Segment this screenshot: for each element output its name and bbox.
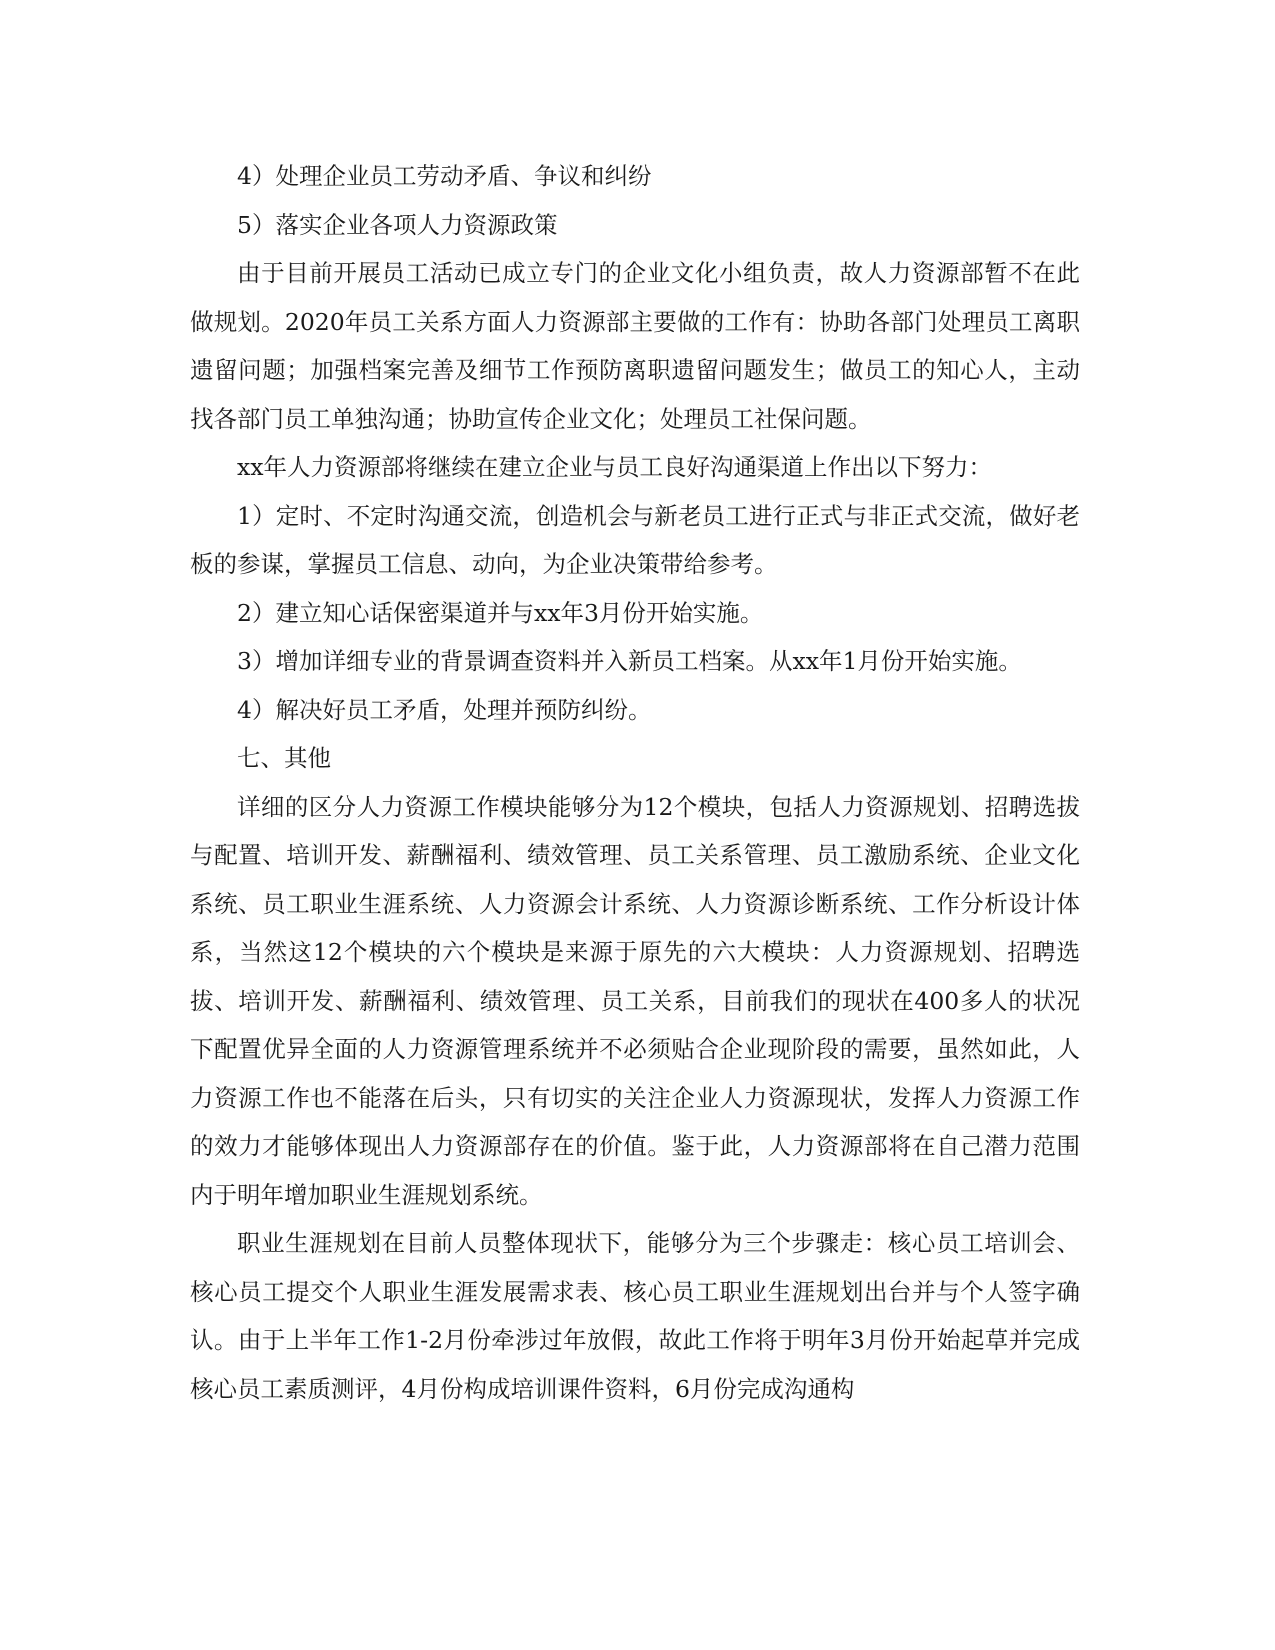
effort-item-1: 1）定时、不定时沟通交流，创造机会与新老员工进行正式与非正式交流，做好老板的参谋，掌握员工信息、动向，为企业决策带给参考。	[190, 501, 1080, 578]
paragraph-hr-modules: 详细的区分人力资源工作模块能够分为12个模块，包括人力资源规划、招聘选拔与配置、培训开发、薪酬福利、绩效管理、员工关系管理、员工激励系统、企业文化系统、员工职业生涯系统、人力资源会计系统、人力资源诊断系统、工作分析设计体系，当然这12个模块的六个模块是来源于原先的六大模块：人力资源规划、招聘选拔、培训开发、薪酬福利、绩效管理、员工关系，目前我们的现状在400多人的状况下配置优异全面的人力资源管理系统并不必须贴合企业现阶段的需要，虽然如此，人力资源工作也不能落在后头，只有切实的关注企业人力资源现状，发挥人力资源工作的效力才能够体现出人力资源部存在的价值。鉴于此，人力资源部将在自己潜力范围内于明年增加职业生涯规划系统。	[190, 792, 1080, 1209]
paragraph-career-planning: 职业生涯规划在目前人员整体现状下，能够分为三个步骤走：核心员工培训会、核心员工提交个人职业生涯发展需求表、核心员工职业生涯规划出台并与个人签字确认。由于上半年工作1-2月份牵涉过年放假，故此工作将于明年3月份开始起草并完成核心员工素质测评，4月份构成培训课件资料，6月份完成沟通构	[190, 1229, 1080, 1403]
list-item-5: 5）落实企业各项人力资源政策	[237, 210, 558, 239]
paragraph-next-year-efforts: xx年人力资源部将继续在建立企业与员工良好沟通渠道上作出以下努力：	[237, 453, 993, 481]
effort-item-3: 3）增加详细专业的背景调查资料并入新员工档案。从xx年1月份开始实施。	[237, 647, 1022, 675]
list-item-4: 4）处理企业员工劳动矛盾、争议和纠纷	[237, 162, 652, 190]
document-body	[190, 152, 1080, 1413]
effort-item-2: 2）建立知心话保密渠道并与xx年3月份开始实施。	[237, 598, 764, 627]
section-heading-other: 七、其他	[237, 744, 331, 772]
effort-item-4: 4）解决好员工矛盾，处理并预防纠纷。	[237, 695, 652, 724]
paragraph-employee-relations: 由于目前开展员工活动已成立专门的企业文化小组负责，故人力资源部暂不在此做规划。2020年员工关系方面人力资源部主要做的工作有：协助各部门处理员工离职遗留问题；加强档案完善及细节工作预防离职遗留问题发生；做员工的知心人，主动找各部门员工单独沟通；协助宣传企业文化；处理员工社保问题。	[190, 259, 1080, 433]
